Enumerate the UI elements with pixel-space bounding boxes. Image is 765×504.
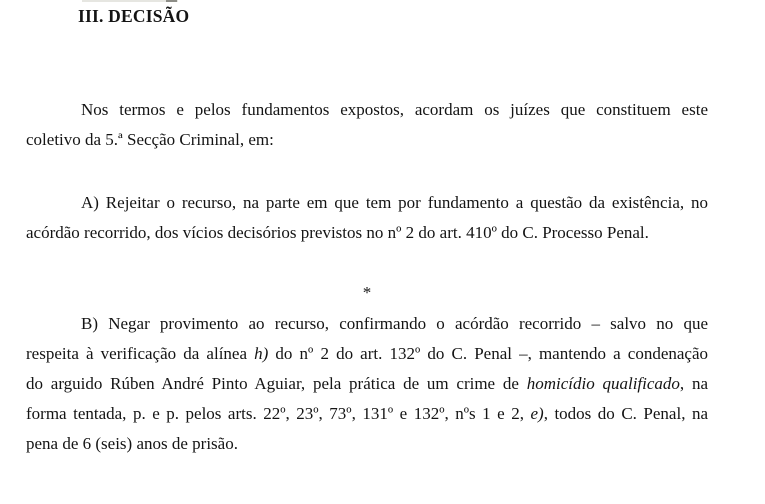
text-line: [26, 125, 708, 155]
text-run-italic: e): [530, 404, 544, 423]
text-run: forma tentada, p. e p. pelos arts. 22º, 23º, 73º, 131º e 132º, nºs 1 e 2,: [26, 404, 531, 423]
section-heading: III. DECISÃO: [78, 6, 190, 26]
text-run-italic: homicídio qualificado: [526, 374, 680, 393]
text-line: [26, 218, 708, 248]
text-line: [26, 95, 708, 125]
decision-separator: *: [362, 283, 372, 302]
text-run: do arguido Rúben André Pinto Aguiar, pela prática de um crime de: [26, 374, 527, 393]
paragraph-intro: [26, 95, 708, 155]
text-line: [26, 309, 708, 339]
text-line: [26, 339, 708, 369]
text-line: [26, 369, 708, 399]
text-run: coletivo da 5.ª Secção Criminal, em:: [26, 130, 274, 149]
text-run: Nos termos e pelos fundamentos expostos, acordam os juízes que constituem este: [81, 100, 708, 119]
text-run: respeita à verificação da alínea: [26, 344, 255, 363]
text-run-italic: h): [254, 344, 269, 363]
paragraph-a: [26, 188, 708, 248]
text-line: [26, 399, 708, 429]
text-run: , na: [679, 374, 708, 393]
text-run: A) Rejeitar o recurso, na parte em que tem por fundamento a questão da existência, no: [81, 193, 708, 212]
text-run: acórdão recorrido, dos vícios decisórios previstos no nº 2 do art. 410º do C. Processo Penal.: [26, 223, 649, 242]
text-run: B) Negar provimento ao recurso, confirmando o acórdão recorrido – salvo no que: [81, 314, 708, 333]
paragraph-b: [26, 309, 708, 459]
text-line: [26, 429, 708, 459]
text-run: pena de 6 (seis) anos de prisão.: [26, 434, 238, 453]
text-run: do nº 2 do art. 132º do C. Penal –, mantendo a condenação: [268, 344, 709, 363]
text-line: [26, 188, 708, 218]
text-run: , todos do C. Penal, na: [543, 404, 708, 423]
